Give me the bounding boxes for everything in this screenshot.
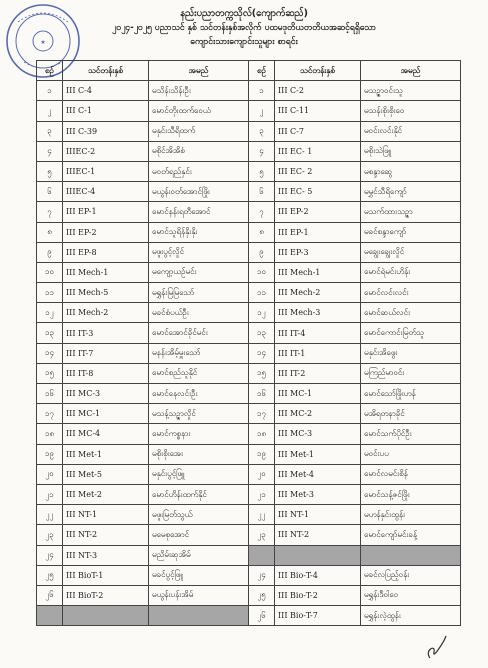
row-class-left: III NT-2 (63, 525, 149, 545)
signature (422, 632, 452, 662)
row-name-right: မစိုးသဲဖြူ (361, 141, 461, 161)
row-class-right: III IT-2 (275, 363, 361, 383)
row-no-right: ၁၃ (249, 323, 275, 343)
row-no-right: ၁၅ (249, 363, 275, 383)
row-name-left: မသန့်သဉ္ဇာလှိုင် (149, 404, 249, 424)
row-name-right: မောင်သက်ပိုင်ဦး (361, 424, 461, 444)
col-no-2: စဉ် (249, 61, 275, 81)
row-no-right: ၂၆ (249, 606, 275, 626)
row-no-left: ၁၃ (37, 323, 63, 343)
table-row (37, 585, 461, 605)
row-no-left: ၅ (37, 161, 63, 181)
row-name-right: မစန္ဒာဆွေ (361, 161, 461, 181)
table-row (37, 141, 461, 161)
row-name-left: မောင်သူရိန်နိုးနိုး (149, 222, 249, 242)
row-name-right: မသန်းစိုးစိုးဝေ (361, 101, 461, 121)
row-class-left: IIIEC-4 (63, 182, 149, 202)
row-name-right: မခင်လပြည့်ဝန်း (361, 565, 461, 585)
institution-title: နည်းပညာတက္ကသိုလ်(ကျောက်ဆည်) (180, 8, 308, 19)
row-class-left: III C-4 (63, 81, 149, 101)
row-class-left: III NT-1 (63, 505, 149, 525)
row-no-right: ၂၃ (249, 525, 275, 545)
row-name-left (149, 606, 249, 626)
table-row (37, 161, 461, 181)
row-name-left: မယွန်းဝတ်အောင်ဖြိုး (149, 182, 249, 202)
table-row (37, 262, 461, 282)
row-no-left: ၇ (37, 202, 63, 222)
row-no-left: ၈ (37, 222, 63, 242)
table-row (37, 222, 461, 242)
row-name-left: မောင်ဟိန်းထက်နိုင် (149, 484, 249, 504)
row-name-left: မောင်နန်းရတီအောင် (149, 202, 249, 222)
table-row (37, 464, 461, 484)
row-class-right: III EP-3 (275, 242, 361, 262)
row-name-left: မမေစုအောင် (149, 525, 249, 545)
list-caption: ကျောင်းသားကျောင်းသူများ စာရင်း (190, 37, 298, 47)
table-row (37, 404, 461, 424)
table-row (37, 565, 461, 585)
row-no-right: ၂၁ (249, 484, 275, 504)
row-class-right: III EP-2 (275, 202, 361, 222)
row-class-right: III C-7 (275, 121, 361, 141)
list-subtitle: ၂၀၂၄-၂၀၂၅ ပညာသင် နှစ် သင်တန်းနှစ်အလိုက် ပထမဒုတိယတတိယအဆင့်ရရှိသော (112, 23, 376, 33)
row-class-left: III Mech-5 (63, 283, 149, 303)
row-name-left: မညိမ်းဆုအိမ် (149, 545, 249, 565)
table-header-row (37, 61, 461, 81)
col-name-1: အမည် (149, 61, 249, 81)
row-no-left: ၂၅ (37, 565, 63, 585)
row-no-left: ၂၆ (37, 585, 63, 605)
row-name-left: မစိုင်အိအိစံ (149, 141, 249, 161)
row-no-left: ၁၈ (37, 424, 63, 444)
row-class-left: III Met-1 (63, 444, 149, 464)
row-no-left: ၄ (37, 141, 63, 161)
row-name-left: မောင်နေလင်းဦး (149, 384, 249, 404)
row-no-right: ၂၅ (249, 585, 275, 605)
row-class-right: III Bio-T-2 (275, 585, 361, 605)
row-name-left: မောင်ကစ္စနား (149, 424, 249, 444)
row-name-right: မောင်ဆယ်လင်း (361, 303, 461, 323)
row-class-right: III MC-3 (275, 424, 361, 444)
document-header (0, 6, 488, 49)
row-no-left: ၂၃ (37, 525, 63, 545)
row-no-right: ၁၂ (249, 303, 275, 323)
row-name-left: မခင်ပွင့်ဖြူ (149, 565, 249, 585)
row-class-right: III IT-1 (275, 343, 361, 363)
col-class-1: သင်တန်းနှစ် (63, 61, 149, 81)
row-class-left: III EP-1 (63, 202, 149, 222)
table-row (37, 484, 461, 504)
row-name-right: မောင်ကျော်မင်းခန့် (361, 525, 461, 545)
row-no-right: ၇ (249, 202, 275, 222)
row-no-left: ၁၁ (37, 283, 63, 303)
row-no-right: ၅ (249, 161, 275, 181)
row-class-left (63, 606, 149, 626)
row-name-right: မသဉ္ဇာဝင်းသူ (361, 81, 461, 101)
row-name-left: မသိန်းသိန်းဦး (149, 81, 249, 101)
row-name-right: မမွှင်သီရိကျော် (361, 182, 461, 202)
row-name-left: မဖူးပွင့်လှိုင် (149, 242, 249, 262)
row-class-left: IIIEC-2 (63, 141, 149, 161)
row-name-right: မောင်သော်ဖြိုးဟန် (361, 384, 461, 404)
row-class-left: III MC-3 (63, 384, 149, 404)
col-no-1: စဉ် (37, 61, 63, 81)
row-no-right: ၂ (249, 101, 275, 121)
row-class-right: III Bio-T-7 (275, 606, 361, 626)
row-class-left: III EP-2 (63, 222, 149, 242)
row-class-left: III MC-4 (63, 424, 149, 444)
row-name-right: မခင်စန္ဒာကျော် (361, 222, 461, 242)
row-class-left: III MC-1 (63, 404, 149, 424)
row-class-left: III IT-7 (63, 343, 149, 363)
row-no-left: ၁၅ (37, 363, 63, 383)
row-name-right: မရွှန်းလဲ့ထွန်း (361, 606, 461, 626)
row-name-right: မချွေးချွေးလှိုင် (361, 242, 461, 262)
row-no-left: ၁၉ (37, 444, 63, 464)
row-no-left: ၁၂ (37, 303, 63, 323)
table-row (37, 242, 461, 262)
row-no-right: ၁၆ (249, 384, 275, 404)
row-no-left: ၉ (37, 242, 63, 262)
row-name-right: မဟန်နှင်းထွန်း (361, 505, 461, 525)
row-class-right: III Mech-1 (275, 262, 361, 282)
col-name-2: အမည် (361, 61, 461, 81)
row-no-right: ၁၁ (249, 283, 275, 303)
row-no-right: ၂၀ (249, 464, 275, 484)
row-no-right: ၁၉ (249, 444, 275, 464)
row-name-left: မနန်းအိမ့်မှူးသော် (149, 343, 249, 363)
row-name-right: မောင်သန့်ဇင်ဖြိုး (361, 484, 461, 504)
row-no-left: ၆ (37, 182, 63, 202)
row-no-right: ၄ (249, 141, 275, 161)
row-no-left: ၂၄ (37, 545, 63, 565)
row-name-left: မနှင်းသီရိထက် (149, 121, 249, 141)
row-name-left: မခင်စံပယ်ဦး (149, 303, 249, 323)
row-no-right: ၁၇ (249, 404, 275, 424)
svg-text:★: ★ (40, 39, 46, 46)
row-name-left: မောင်စည်သူနိုင် (149, 363, 249, 383)
table-row (37, 101, 461, 121)
row-name-left: မဝတ်ရည်နှင်း (149, 161, 249, 181)
table-body (37, 81, 461, 626)
row-name-left: မယွန်းပန်းအိမ် (149, 585, 249, 605)
row-class-right: III Met-4 (275, 464, 361, 484)
table-row (37, 182, 461, 202)
row-class-left: III NT-3 (63, 545, 149, 565)
row-no-left: ၁၄ (37, 343, 63, 363)
row-no-left: ၂ (37, 101, 63, 121)
row-no-left: ၁၀ (37, 262, 63, 282)
row-class-left: III BioT-2 (63, 585, 149, 605)
row-name-left: မရွှန်းမြမြသော် (149, 283, 249, 303)
row-no-right: ၁၀ (249, 262, 275, 282)
table-row (37, 384, 461, 404)
row-class-left: III C-1 (63, 101, 149, 121)
table-row (37, 343, 461, 363)
row-class-right: III Met-1 (275, 444, 361, 464)
row-no-left (37, 606, 63, 626)
row-no-left: ၂၂ (37, 505, 63, 525)
row-class-right: III EC- 5 (275, 182, 361, 202)
table-row (37, 323, 461, 343)
row-no-right: ၉ (249, 242, 275, 262)
row-no-left: ၂၀ (37, 464, 63, 484)
row-name-right: မောင်ရဲမင်းဟိန်း (361, 262, 461, 282)
row-class-right: III C-2 (275, 81, 361, 101)
table-row (37, 363, 461, 383)
row-class-left: III Mech-1 (63, 262, 149, 282)
row-no-right: ၂၄ (249, 565, 275, 585)
row-name-right: မောင်လမင်းစိန် (361, 464, 461, 484)
row-no-left: ၁၇ (37, 404, 63, 424)
row-class-right: III Met-3 (275, 484, 361, 504)
row-name-right: မောင်လင်းလင်း (361, 283, 461, 303)
row-no-left: ၂၁ (37, 484, 63, 504)
row-name-right: မအိရတနာခိုင် (361, 404, 461, 424)
row-name-right (361, 545, 461, 565)
row-class-left: III Mech-2 (63, 303, 149, 323)
row-name-right: မဝင်းလင်းနိုင် (361, 121, 461, 141)
row-name-right: မဝင်းပပ (361, 444, 461, 464)
row-name-right: မောင်ကောင်းမြတ်သူ (361, 323, 461, 343)
row-class-right: III NT-2 (275, 525, 361, 545)
table-row (37, 545, 461, 565)
row-name-left: မောင်အောင်ခိုင်မင်း (149, 323, 249, 343)
row-class-right: III MC-2 (275, 404, 361, 424)
row-class-left: III IT-3 (63, 323, 149, 343)
row-no-right (249, 545, 275, 565)
row-name-right: မကြည်မာဝင်း (361, 363, 461, 383)
row-name-right: မရွှန်းဒီဝါဝေ (361, 585, 461, 605)
row-class-left: III IT-8 (63, 363, 149, 383)
row-class-right: III IT-4 (275, 323, 361, 343)
row-class-left: III Met-5 (63, 464, 149, 484)
row-class-right: III EP-1 (275, 222, 361, 242)
table-row (37, 424, 461, 444)
row-no-left: ၁ (37, 81, 63, 101)
row-no-left: ၁၆ (37, 384, 63, 404)
row-class-left: III EP-8 (63, 242, 149, 262)
row-no-right: ၁ (249, 81, 275, 101)
row-name-right: မသက်ထားသဉ္ဇာ (361, 202, 461, 222)
students-table (36, 60, 461, 626)
row-name-left: မစိုးစိုးအေး (149, 444, 249, 464)
table-row (37, 202, 461, 222)
row-name-left: မနှင်းပွင့်ဖြူ (149, 464, 249, 484)
table-row (37, 606, 461, 626)
row-no-left: ၃ (37, 121, 63, 141)
row-class-right: III EC- 2 (275, 161, 361, 181)
row-name-left: မောင်တိုးထက်ဝေယံ (149, 101, 249, 121)
table-row (37, 525, 461, 545)
row-class-right: III Bio-T-4 (275, 565, 361, 585)
row-no-right: ၆ (249, 182, 275, 202)
row-no-right: ၁၄ (249, 343, 275, 363)
row-name-left: မကျော့ယဉ်မင်း (149, 262, 249, 282)
table-row (37, 283, 461, 303)
row-class-left: III Met-2 (63, 484, 149, 504)
row-class-right: III MC-1 (275, 384, 361, 404)
row-class-right (275, 545, 361, 565)
row-class-right: III Mech-2 (275, 283, 361, 303)
row-name-left: မဖူးမြတ်သွယ် (149, 505, 249, 525)
col-class-2: သင်တန်းနှစ် (275, 61, 361, 81)
row-class-right: III Mech-3 (275, 303, 361, 323)
row-class-right: III C-11 (275, 101, 361, 121)
row-no-right: ၂၂ (249, 505, 275, 525)
table-row (37, 505, 461, 525)
row-class-left: III BioT-1 (63, 565, 149, 585)
row-class-left: IIIEC-1 (63, 161, 149, 181)
table-row (37, 444, 461, 464)
table-row (37, 303, 461, 323)
row-name-right: မနှင်းအိဖွေး (361, 343, 461, 363)
table-row (37, 121, 461, 141)
row-no-right: ၁၈ (249, 424, 275, 444)
row-no-right: ၃ (249, 121, 275, 141)
table-row (37, 81, 461, 101)
row-class-right: III EC- 1 (275, 141, 361, 161)
row-class-left: III C-39 (63, 121, 149, 141)
row-class-right: III NT-1 (275, 505, 361, 525)
row-no-right: ၈ (249, 222, 275, 242)
